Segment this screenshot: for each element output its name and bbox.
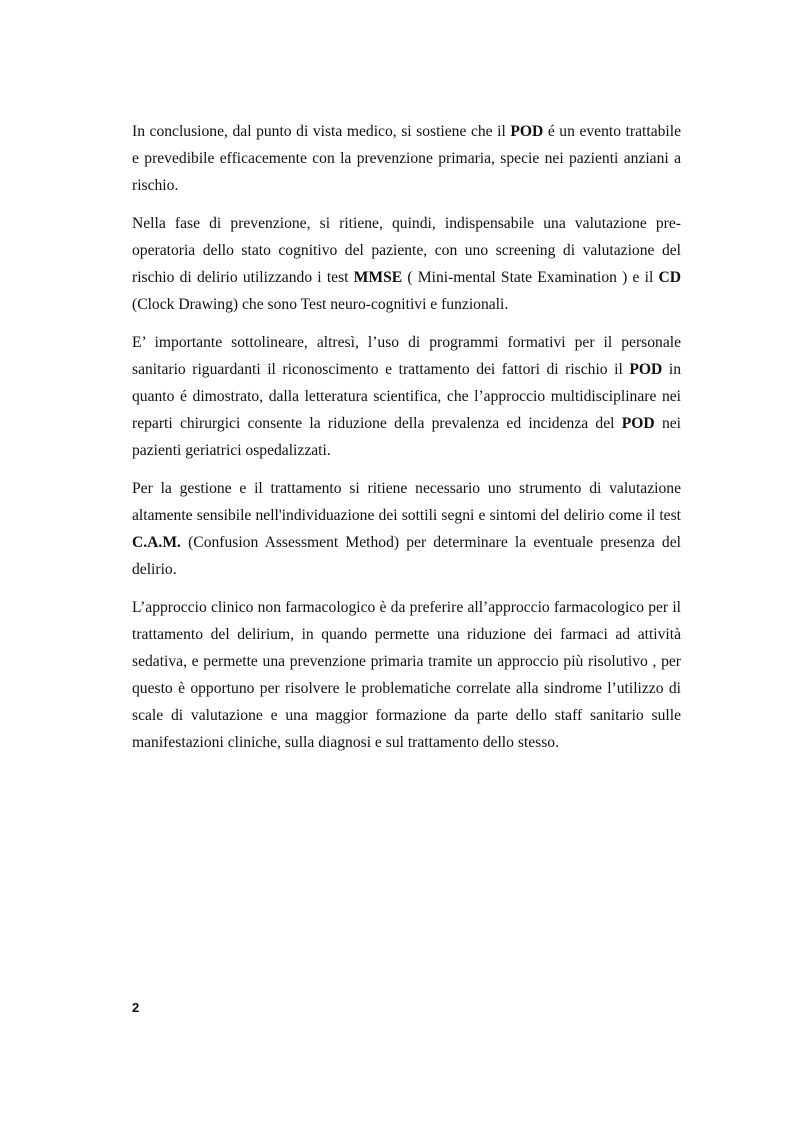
text-run: in quanto é dimostrato, dalla letteratura scientifica, che l’approccio multidisciplinare nei reparti chirurgici consente la riduzione della prevalenza ed incidenza del: [132, 361, 681, 432]
paragraph-conclusion: [132, 118, 681, 199]
paragraph-management: [132, 475, 681, 583]
text-run: nei pazienti geriatrici ospedalizzati.: [132, 415, 681, 459]
bold-term-pod: POD: [629, 361, 663, 378]
document-body: [132, 118, 681, 767]
text-run: L’approccio clinico non farmacologico è da preferire all’approccio farmacologico per il trattamento del delirium, in quando permette una riduzione dei farmaci ad attività sedativa, e permette una prevenzione primaria tramite un approccio più risolutivo , per questo è opportuno per risolvere le problematiche correlate alla sindrome l’utilizzo di scale di valutazione e una maggior formazione da parte dello staff sanitario sulle manifestazioni cliniche, sulla diagnosi e sul trattamento dello stesso.: [132, 599, 681, 751]
paragraph-approach: [132, 594, 681, 756]
bold-term-cam: C.A.M.: [132, 534, 181, 551]
text-run: Per la gestione e il trattamento si ritiene necessario uno strumento di valutazione altamente sensibile nell'individuazione dei sottili segni e sintomi del delirio come il test: [132, 480, 681, 524]
text-run: (Confusion Assessment Method) per determinare la eventuale presenza del delirio.: [132, 534, 681, 578]
text-run: (Clock Drawing) che sono Test neuro-cognitivi e funzionali.: [132, 296, 509, 313]
bold-term-pod: POD: [510, 123, 544, 140]
text-run: Nella fase di prevenzione, si ritiene, quindi, indispensabile una valutazione pre-operatoria dello stato cognitivo del paziente, con uno screening di valutazione del rischio di delirio utilizzando i test: [132, 215, 681, 286]
bold-term-mmse: MMSE: [353, 269, 403, 286]
paragraph-training: [132, 329, 681, 464]
bold-term-pod: POD: [621, 415, 655, 432]
text-run: In conclusione, dal punto di vista medico, si sostiene che il: [132, 123, 511, 140]
bold-term-cd: CD: [658, 269, 681, 286]
text-run: E’ importante sottolineare, altresì, l’uso di programmi formativi per il personale sanitario riguardanti il riconoscimento e trattamento dei fattori di rischio il: [132, 334, 681, 378]
text-run: ( Mini-mental State Examination ) e il: [402, 269, 659, 286]
page-number: 2: [132, 1000, 140, 1015]
text-run: é un evento trattabile e prevedibile efficacemente con la prevenzione primaria, specie nei pazienti anziani a rischio.: [132, 123, 681, 194]
paragraph-prevention: [132, 210, 681, 318]
